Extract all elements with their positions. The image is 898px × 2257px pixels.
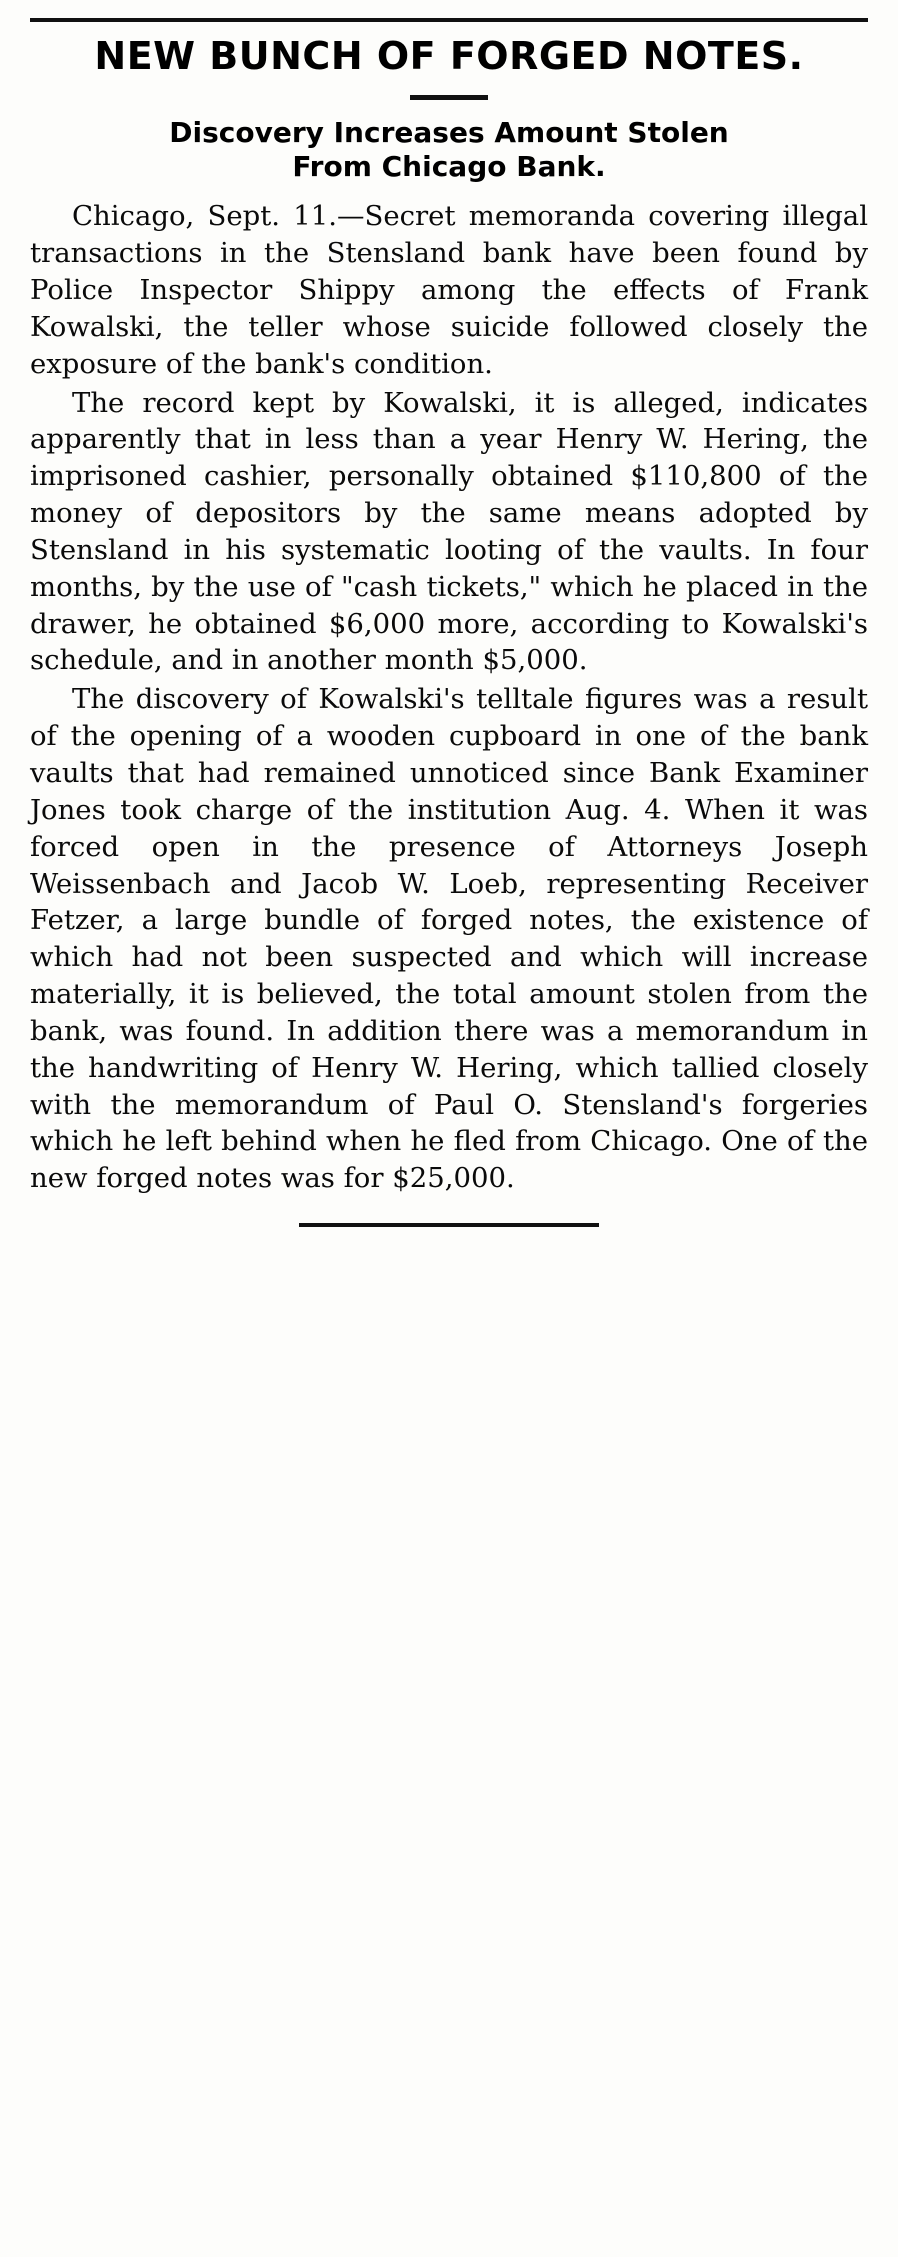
article-paragraph: The record kept by Kowalski, it is alleged, indicates apparently that in less than a year Henry W. Hering, the imprisoned cashier, personally obtained $110,800 of the money of depositors by the same means adopted by Stensland in his systematic looting of the vaults. In four months, by the use of "cash tickets," which he placed in the drawer, he obtained $6,000 more, according to Kowalski's schedule, and in another month $5,000. (30, 386, 868, 677)
subheadline-line-2: From Chicago Bank. (292, 150, 606, 184)
subheadline (30, 116, 868, 184)
page-title: NEW BUNCH OF FORGED NOTES. (94, 34, 804, 78)
article-paragraph: The discovery of Kowalski's telltale figures was a result of the opening of a wooden cupboard in one of the bank vaults that had remained unnoticed since Bank Examiner Jones took charge of the institution Aug. 4. When it was forced open in the presence of Attorneys Joseph Weissenbach and Jacob W. Loeb, representing Receiver Fetzer, a large bundle of forged notes, the existence of which had not been suspected and which will increase materially, it is believed, the total amount stolen from the bank, was found. In addition there was a memorandum in the handwriting of Henry W. Hering, which tallied closely with the memorandum of Paul O. Stensland's forgeries which he left behind when he fled from Chicago. One of the new forged notes was for $25,000. (30, 683, 868, 1195)
top-rule (30, 18, 868, 22)
article-paragraph: Chicago, Sept. 11.—Secret memoranda covering illegal transactions in the Stensland bank have been found by Police Inspector Shippy among the effects of Frank Kowalski, the teller whose suicide followed closely the exposure of the bank's condition. (30, 200, 868, 380)
article-body (30, 198, 868, 1197)
headline-divider (410, 95, 488, 100)
bottom-rule (299, 1223, 599, 1227)
subheadline-line-1: Discovery Increases Amount Stolen (169, 116, 729, 150)
